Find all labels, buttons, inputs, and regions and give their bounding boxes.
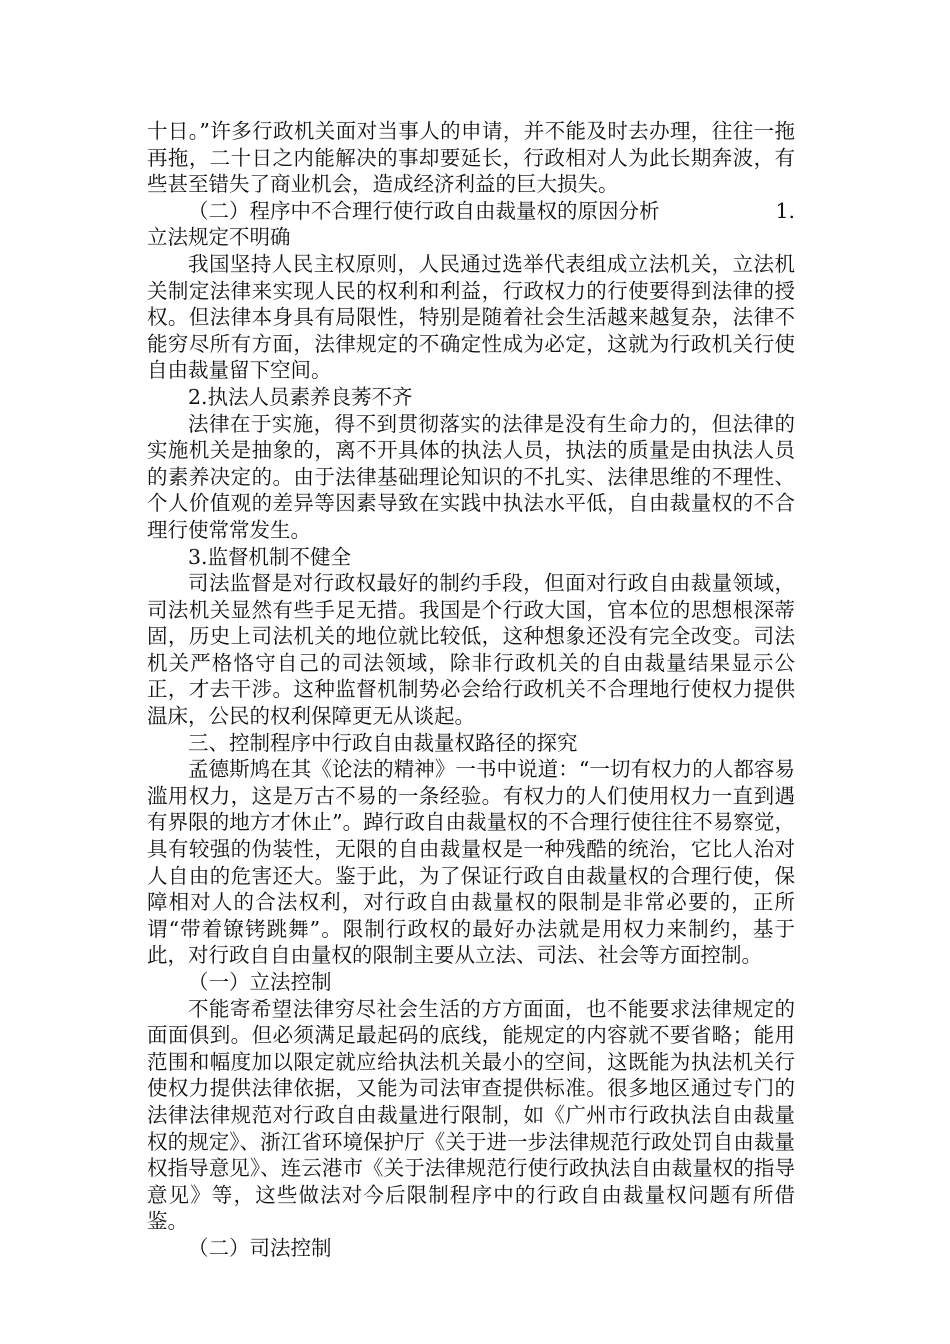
paragraph: 孟德斯鸠在其《论法的精神》一书中说道：“一切有权力的人都容易滥用权力，这是万古不易的一条经验。有权力的人们使用权力一直到遇有界限的地方才休止”。踔行政自由裁量权的不合理行使往往不易察觉，具有较强的伪装性，无限的自由裁量权是一种残酷的统治，它比人治对人自由的危害还大。鉴于此，为了保证行政自由裁量权的合理行使，保障相对人的合法权利，对行政自由裁量权的限制是非常必要的，正所谓“带着镣铐跳舞”。限制行政权的最好办法就是用权力来制约，基于此，对行政自自由量权的限制主要从立法、司法、社会等方面控制。 [147,757,795,968]
section-heading [147,198,795,225]
section-heading: 三、控制程序中行政自由裁量权路径的探究 [188,730,578,755]
document-page [147,118,795,1262]
section-number: 1. [775,198,795,223]
subsection-heading: （二）司法控制 [188,1235,332,1260]
paragraph: 我国坚持人民主权原则，人民通过选举代表组成立法机关，立法机关制定法律来实现人民的权利和利益，行政权力的行使要得到法律的授权。但法律本身具有局限性，特别是随着社会生活越来越复杂，法律不能穷尽所有方面，法律规定的不确定性成为必定，这就为行政机关行使自由裁量留下空间。 [147,251,795,383]
paragraph: 法律在于实施，得不到贯彻落实的法律是没有生命力的，但法律的实施机关是抽象的，离不开具体的执法人员，执法的质量是由执法人员的素养决定的。由于法律基础理论知识的不扎实、法律思维的不理性、个人价值观的差异等因素导致在实践中执法水平低，自由裁量权的不合理行使常常发生。 [147,411,795,542]
section-heading-text: （二）程序中不合理行使行政自由裁量权的原因分析 [188,198,660,223]
subsection-heading: 2.执法人员素养良莠不齐 [188,384,413,409]
subsection-heading: （一）立法控制 [188,970,332,994]
paragraph: 不能寄希望法律穷尽社会生活的方方面面，也不能要求法律规定的面面俱到。但必须满足最起码的底线，能规定的内容就不要省略；能用范围和幅度加以限定就应给执法机关最小的空间，这既能为执法机关行使权力提供法律依据，又能为司法审查提供标准。很多地区通过专门的法律法律规范对行政自由裁量进行限制，如《广州市行政执法自由裁量权的规定》、浙江省环境保护厅《关于进一步法律规范行政处罚自由裁量权指导意见》、连云港市《关于法律规范行使行政执法自由裁量权的指导意见》等，这些做法对今后限制程序中的行政自由裁量权问题有所借鉴。 [147,996,795,1234]
paragraph: 司法监督是对行政权最好的制约手段，但面对行政自由裁量领域，司法机关显然有些手足无措。我国是个行政大国，官本位的思想根深蒂固，历史上司法机关的地位就比较低，这种想象还没有完全改变。司法机关严格恪守自己的司法领域，除非行政机关的自由裁量结果显示公正，才去干涉。这种监督机制势必会给行政机关不合理地行使权力提供温床，公民的权利保障更无从谈起。 [147,571,795,729]
subsection-heading: 立法规定不明确 [147,225,291,250]
paragraph: 十日。”许多行政机关面对当事人的申请，并不能及时去办理，往往一拖再拖，二十日之内能解决的事却要延长，行政相对人为此长期奔波，有些甚至错失了商业机会，造成经济利益的巨大损失。 [147,119,795,197]
subsection-heading: 3.监督机制不健全 [188,544,352,569]
